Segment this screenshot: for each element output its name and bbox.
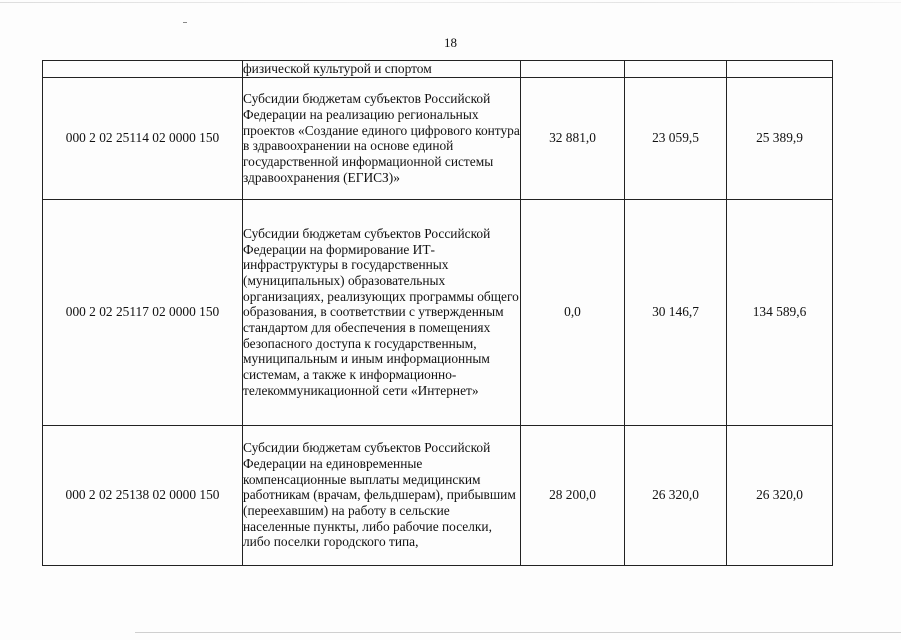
- amount-year3-cell: 134 589,6: [727, 199, 833, 425]
- kbk-code-cell: 000 2 02 25117 02 0000 150: [43, 199, 243, 425]
- scan-speck: [183, 22, 187, 23]
- scan-edge-top: [0, 2, 901, 3]
- budget-table: [42, 60, 833, 566]
- description-cell: Субсидии бюджетам субъектов Российской Федерации на единовременные компенсационные выплаты медицинским работникам (врачам, фельдшерам), прибывшим (переехавшим) на работу в сельские населенные пункты, либо рабочие поселки, либо поселки городского типа,: [243, 425, 521, 565]
- amount-year2-cell: 23 059,5: [625, 77, 727, 199]
- kbk-code-cell: 000 2 02 25114 02 0000 150: [43, 77, 243, 199]
- amount-year3-cell: [727, 61, 833, 78]
- table-row: [43, 61, 833, 78]
- page-number: 18: [444, 35, 457, 50]
- amount-year1-cell: 0,0: [521, 199, 625, 425]
- description-cell: физической культурой и спортом: [243, 61, 521, 78]
- table-row: [43, 77, 833, 199]
- amount-year2-cell: 30 146,7: [625, 199, 727, 425]
- table-row: [43, 199, 833, 425]
- scan-edge-bottom: [135, 632, 901, 633]
- kbk-code-cell: [43, 61, 243, 78]
- amount-year1-cell: 28 200,0: [521, 425, 625, 565]
- amount-year2-cell: [625, 61, 727, 78]
- amount-year1-cell: 32 881,0: [521, 77, 625, 199]
- kbk-code-cell: 000 2 02 25138 02 0000 150: [43, 425, 243, 565]
- amount-year3-cell: 26 320,0: [727, 425, 833, 565]
- amount-year3-cell: 25 389,9: [727, 77, 833, 199]
- description-cell: Субсидии бюджетам субъектов Российской Федерации на реализацию региональных проектов «Создание единого цифрового контура в здравоохранении на основе единой государственной информационной системы здравоохранения (ЕГИСЗ)»: [243, 77, 521, 199]
- amount-year1-cell: [521, 61, 625, 78]
- description-cell: Субсидии бюджетам субъектов Российской Федерации на формирование ИТ-инфраструктуры в государственных (муниципальных) образовательных организациях, реализующих программы общего образования, в соответствии с утвержденным стандартом для обеспечения в помещениях безопасного доступа к государственным, муниципальным и иным информационным системам, а также к информационно-телекоммуникационной сети «Интернет»: [243, 199, 521, 425]
- table-row: [43, 425, 833, 565]
- amount-year2-cell: 26 320,0: [625, 425, 727, 565]
